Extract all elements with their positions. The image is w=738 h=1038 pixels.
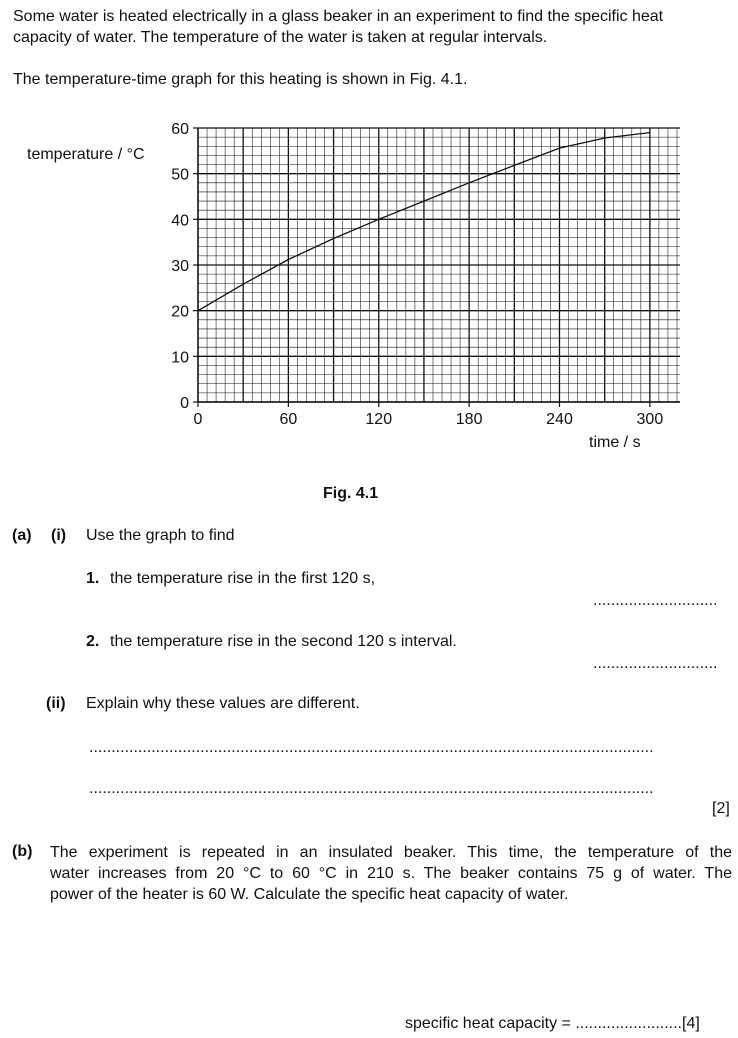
item-1-number: 1.	[86, 570, 100, 587]
y-tick-label: 60	[171, 121, 189, 138]
x-tick-label: 180	[455, 411, 483, 428]
y-tick-label: 20	[171, 303, 189, 321]
item-1-text: the temperature rise in the first 120 s,	[110, 570, 376, 587]
intro-line-2: capacity of water. The temperature of the water is taken at regular intervals.	[13, 29, 548, 46]
y-axis-label: temperature / °C	[27, 146, 145, 163]
x-tick-labels	[194, 411, 664, 428]
x-tick-label: 300	[636, 411, 664, 428]
y-tick-label: 10	[171, 349, 189, 367]
figure-caption: Fig. 4.1	[323, 485, 379, 502]
part-b-label: (b)	[12, 843, 33, 860]
part-b-line-3: power of the heater is 60 W. Calculate the specific heat capacity of water.	[50, 886, 569, 903]
intro-line-1: Some water is heated electrically in a glass beaker in an experiment to find the specific heat	[13, 8, 664, 25]
intro-line-3: The temperature-time graph for this heating is shown in Fig. 4.1.	[13, 71, 468, 88]
x-axis-label: time / s	[589, 434, 641, 451]
item-2-number: 2.	[86, 633, 100, 650]
part-a-ii-label: (ii)	[46, 695, 66, 712]
explain-answer-line-1[interactable]: ...............................................................................................................................	[89, 739, 654, 756]
x-tick-label: 0	[193, 411, 203, 428]
y-tick-label: 30	[171, 258, 189, 275]
item-2-answer-line[interactable]: ............................	[593, 655, 718, 672]
specific-heat-answer[interactable]: specific heat capacity = ........................[4]	[405, 1015, 700, 1032]
graph-axes	[193, 128, 680, 407]
part-a-i-label: (i)	[51, 527, 67, 544]
part-a-i-text: Use the graph to find	[86, 527, 235, 544]
item-2-text: the temperature rise in the second 120 s interval.	[110, 633, 457, 650]
item-1-answer-line[interactable]: ............................	[593, 592, 718, 609]
part-a-ii-text: Explain why these values are different.	[86, 695, 360, 712]
x-tick-label: 60	[279, 411, 298, 428]
x-tick-label: 240	[546, 411, 573, 428]
part-a-label: (a)	[12, 527, 32, 544]
y-tick-label: 40	[171, 212, 189, 230]
marks-a: [2]	[712, 800, 730, 817]
graph-grid	[198, 128, 680, 402]
y-tick-labels	[171, 121, 189, 412]
y-tick-label: 50	[171, 166, 189, 184]
part-b-line-1: The experiment is repeated in an insulated beaker. This time, the temperature of the	[50, 844, 732, 861]
temperature-time-graph	[0, 110, 738, 470]
x-tick-label: 120	[365, 411, 393, 428]
y-tick-label: 0	[180, 395, 189, 412]
explain-answer-line-2[interactable]: ...............................................................................................................................	[89, 780, 654, 797]
part-b-line-2: water increases from 20 °C to 60 °C in 210 s. The beaker contains 75 g of water. The	[50, 865, 732, 882]
